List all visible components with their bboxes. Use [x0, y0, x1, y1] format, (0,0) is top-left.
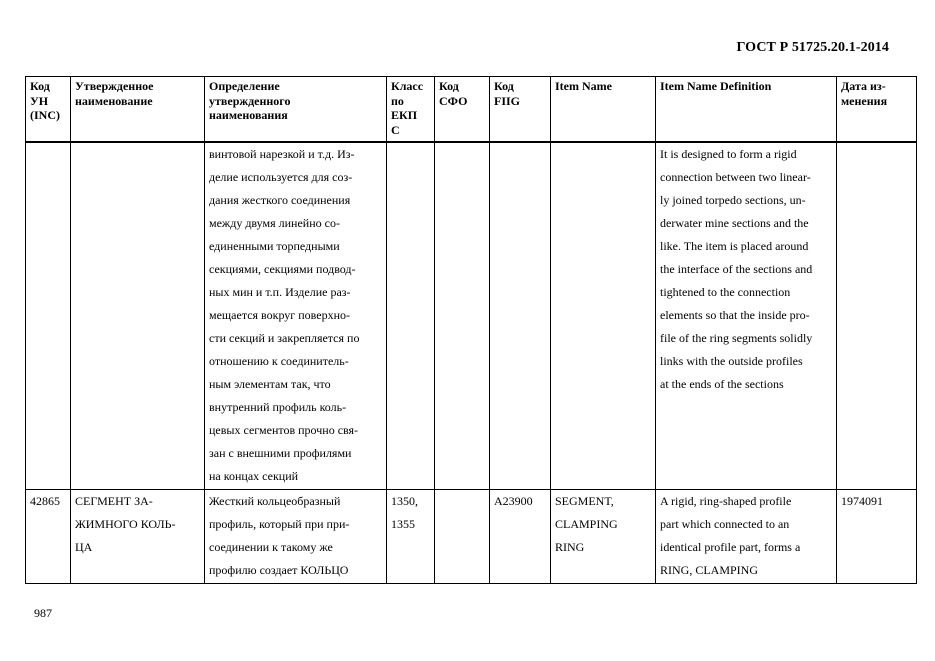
text-line: (INC)	[30, 108, 60, 122]
text-line: по	[391, 93, 404, 108]
text-line: на концах секций	[209, 469, 299, 483]
text-line: наименование	[75, 93, 153, 108]
text-line: CLAMPING	[555, 517, 618, 531]
col-header-item-definition	[656, 77, 837, 143]
text-line: соединении к такому же	[209, 540, 333, 554]
cell-date	[837, 142, 917, 490]
text-line: цевых сегментов прочно свя-	[209, 423, 359, 437]
text-line: Определение	[209, 79, 280, 93]
text-line: дания жесткого соединения	[209, 193, 351, 207]
col-header-fiig	[490, 77, 551, 143]
cell-inc	[26, 142, 71, 490]
text-line: the interface of the sections and	[660, 262, 813, 276]
text-line: утвержденного	[209, 93, 291, 108]
cell-definition-ru	[205, 490, 387, 584]
text-line: СЕГМЕНТ ЗА-	[75, 494, 153, 508]
text-line: 1355	[391, 517, 415, 531]
text-line: СФО	[439, 93, 468, 108]
text-line: RING, CLAMPING	[660, 563, 759, 577]
cell-definition-en	[656, 490, 837, 584]
text-line: Жесткий кольцеобразный	[209, 494, 341, 508]
cell-class	[387, 490, 435, 584]
cell-fiig	[490, 142, 551, 490]
text-line: 1350,	[391, 494, 418, 508]
text-line: like. The item is placed around	[660, 239, 809, 253]
text-line: между двумя линейно со-	[209, 216, 340, 230]
text-line: ным элементам так, что	[209, 377, 331, 391]
text-line: ЕКП	[391, 108, 418, 122]
text-line: профиль, который при при-	[209, 517, 350, 531]
cell-class	[387, 142, 435, 490]
text-line: identical profile part, forms a	[660, 540, 801, 554]
text-line: зан с внешними профилями	[209, 446, 352, 460]
text-line: ных мин и т.п. Изделие раз-	[209, 285, 351, 299]
text-line: УН	[30, 93, 49, 108]
text-line: Класс	[391, 79, 424, 93]
table-row	[26, 490, 917, 584]
cell-name-ru	[71, 490, 205, 584]
text-line: С	[391, 122, 400, 137]
text-line: ly joined torpedo sections, un-	[660, 193, 806, 207]
text-line: винтовой нарезкой и т.д. Из-	[209, 147, 355, 161]
table-row	[26, 142, 917, 490]
text-line: наименования	[209, 108, 288, 122]
text-line: Код	[494, 79, 514, 93]
text-line: Item Name	[555, 79, 612, 93]
text-line: мещается вокруг поверхно-	[209, 308, 350, 322]
cell-definition-en	[656, 142, 837, 490]
cell-inc: 42865	[26, 490, 71, 584]
text-line: elements so that the inside pro-	[660, 308, 810, 322]
col-header-class	[387, 77, 435, 143]
text-line: RING	[555, 540, 585, 554]
text-line: tightened to the connection	[660, 285, 791, 299]
col-header-change-date	[837, 77, 917, 143]
text-line: Код	[439, 79, 459, 93]
cell-fiig: A23900	[490, 490, 551, 584]
cell-date: 1974091	[837, 490, 917, 584]
text-line: секциями, секциями подвод-	[209, 262, 356, 276]
col-header-inc	[26, 77, 71, 143]
text-line: менения	[841, 93, 888, 108]
text-line: ЖИМНОГО КОЛЬ-	[75, 517, 176, 531]
text-line: file of the ring segments solidly	[660, 331, 813, 345]
text-line: FIIG	[494, 93, 521, 108]
cell-item-name	[551, 142, 656, 490]
text-line: делие используется для соз-	[209, 170, 353, 184]
text-line: derwater mine sections and the	[660, 216, 809, 230]
col-header-approved-name	[71, 77, 205, 143]
text-line: Item Name Definition	[660, 79, 772, 93]
col-header-item-name	[551, 77, 656, 143]
text-line: SEGMENT,	[555, 494, 614, 508]
text-line: ЦА	[75, 540, 93, 554]
cell-definition-ru	[205, 142, 387, 490]
cell-item-name	[551, 490, 656, 584]
text-line: connection between two linear-	[660, 170, 811, 184]
text-line: Утвержденное	[75, 79, 154, 93]
text-line: It is designed to form a rigid	[660, 147, 797, 161]
text-line: A rigid, ring-shaped profile	[660, 494, 792, 508]
standard-designation: ГОСТ Р 51725.20.1-2014	[736, 40, 889, 55]
cell-sfo	[435, 490, 490, 584]
text-line: внутренний профиль коль-	[209, 400, 347, 414]
text-line: part which connected to an	[660, 517, 790, 531]
text-line: Дата из-	[841, 79, 886, 93]
col-header-definition	[205, 77, 387, 143]
page-number: 987	[34, 606, 52, 620]
text-line: links with the outside profiles	[660, 354, 803, 368]
text-line: единенными торпедными	[209, 239, 340, 253]
table-header-row	[26, 77, 917, 143]
col-header-sfo	[435, 77, 490, 143]
text-line: at the ends of the sections	[660, 377, 784, 391]
cell-sfo	[435, 142, 490, 490]
catalog-table	[25, 76, 917, 584]
text-line: сти секций и закрепляется по	[209, 331, 360, 345]
cell-name-ru	[71, 142, 205, 490]
text-line: Код	[30, 79, 50, 93]
text-line: отношению к соединитель-	[209, 354, 349, 368]
text-line: профилю создает КОЛЬЦО	[209, 563, 349, 577]
